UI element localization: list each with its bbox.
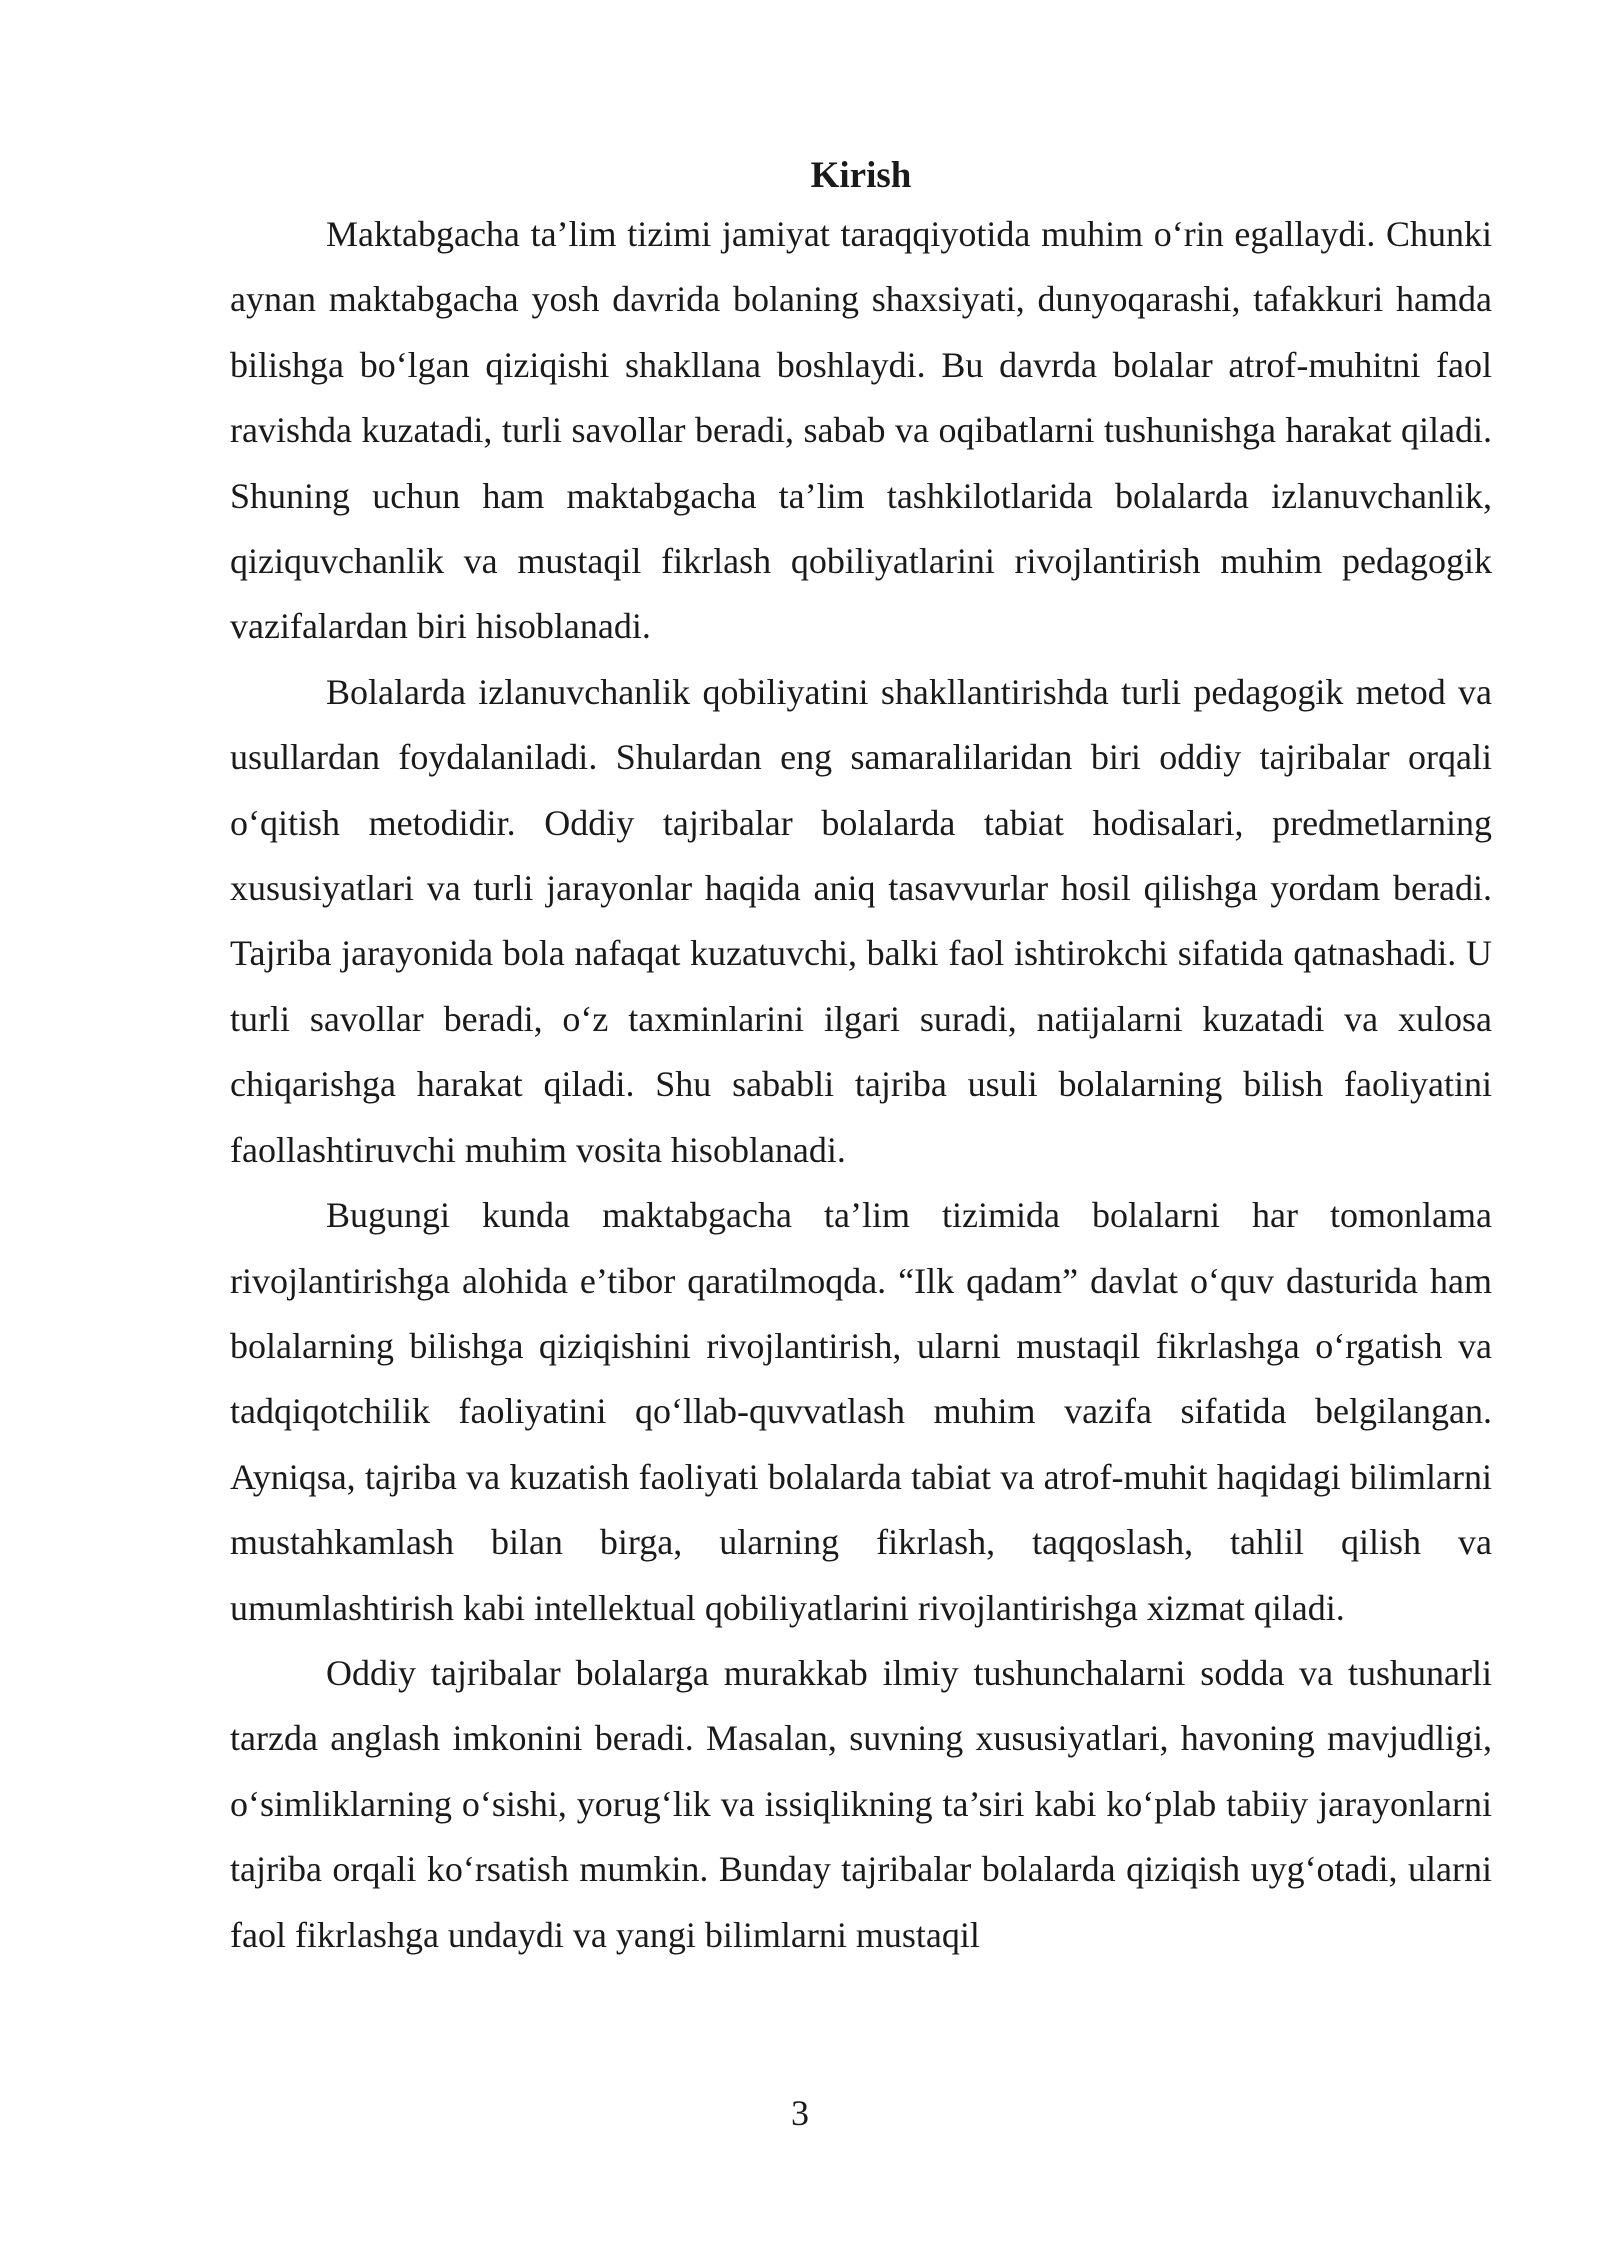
- page-number: 3: [791, 2093, 809, 2133]
- paragraph-2: Bolalarda izlanuvchanlik qobiliyatini shakllantirishda turli pedagogik metod va usullardan foydalaniladi. Shulardan eng samaralilaridan biri oddiy tajribalar orqali o‘qitish metodidir. Oddiy tajribalar bolalarda tabiat hodisalari, predmetlarning xususiyatlari va turli jarayonlar haqida aniq tasavvurlar hosil qilishga yordam beradi. Tajriba jarayonida bola nafaqat kuzatuvchi, balki faol ishtirokchi sifatida qatnashadi. U turli savollar beradi, o‘z taxminlarini ilgari suradi, natijalarni kuzatadi va xulosa chiqarishga harakat qiladi. Shu sababli tajriba usuli bolalarning bilish faoliyatini faollashtiruvchi muhim vosita hisoblanadi.: [230, 671, 1492, 1170]
- page-content: [230, 150, 1492, 1968]
- paragraph-4: Oddiy tajribalar bolalarga murakkab ilmiy tushunchalarni sodda va tushunarli tarzda anglash imkonini beradi. Masalan, suvning xususiyatlari, havoning mavjudligi, o‘simliklarning o‘sishi, yorug‘lik va issiqlikning ta’siri kabi ko‘plab tabiiy jarayonlarni tajriba orqali ko‘rsatish mumkin. Bunday tajribalar bolalarda qiziqish uyg‘otadi, ularni faol fikrlashga undaydi va yangi bilimlarni mustaqil: [230, 1652, 1492, 1955]
- paragraph-1: Maktabgacha ta’lim tizimi jamiyat taraqqiyotida muhim o‘rin egallaydi. Chunki aynan maktabgacha yosh davrida bolaning shaxsiyati, dunyoqarashi, tafakkuri hamda bilishga bo‘lgan qiziqishi shakllana boshlaydi. Bu davrda bolalar atrof-muhitni faol ravishda kuzatadi, turli savollar beradi, sabab va oqibatlarni tushunishga harakat qiladi. Shuning uchun ham maktabgacha ta’lim tashkilotlarida bolalarda izlanuvchanlik, qiziquvchanlik va mustaqil fikrlash qobiliyatlarini rivojlantirish muhim pedagogik vazifalardan biri hisoblanadi.: [230, 214, 1492, 647]
- paragraph-3: Bugungi kunda maktabgacha ta’lim tizimida bolalarni har tomonlama rivojlantirishga alohida e’tibor qaratilmoqda. “Ilk qadam” davlat o‘quv dasturida ham bolalarning bilishga qiziqishini rivojlantirish, ularni mustaqil fikrlashga o‘rgatish va tadqiqotchilik faoliyatini qo‘llab-quvvatlash muhim vazifa sifatida belgilangan. Ayniqsa, tajriba va kuzatish faoliyati bolalarda tabiat va atrof-muhit haqidagi bilimlarni mustahkamlash bilan birga, ularning fikrlash, taqqoslash, tahlil qilish va umumlashtirish kabi intellektual qobiliyatlarini rivojlantirishga xizmat qiladi.: [230, 1195, 1492, 1628]
- section-heading: Kirish: [810, 155, 912, 196]
